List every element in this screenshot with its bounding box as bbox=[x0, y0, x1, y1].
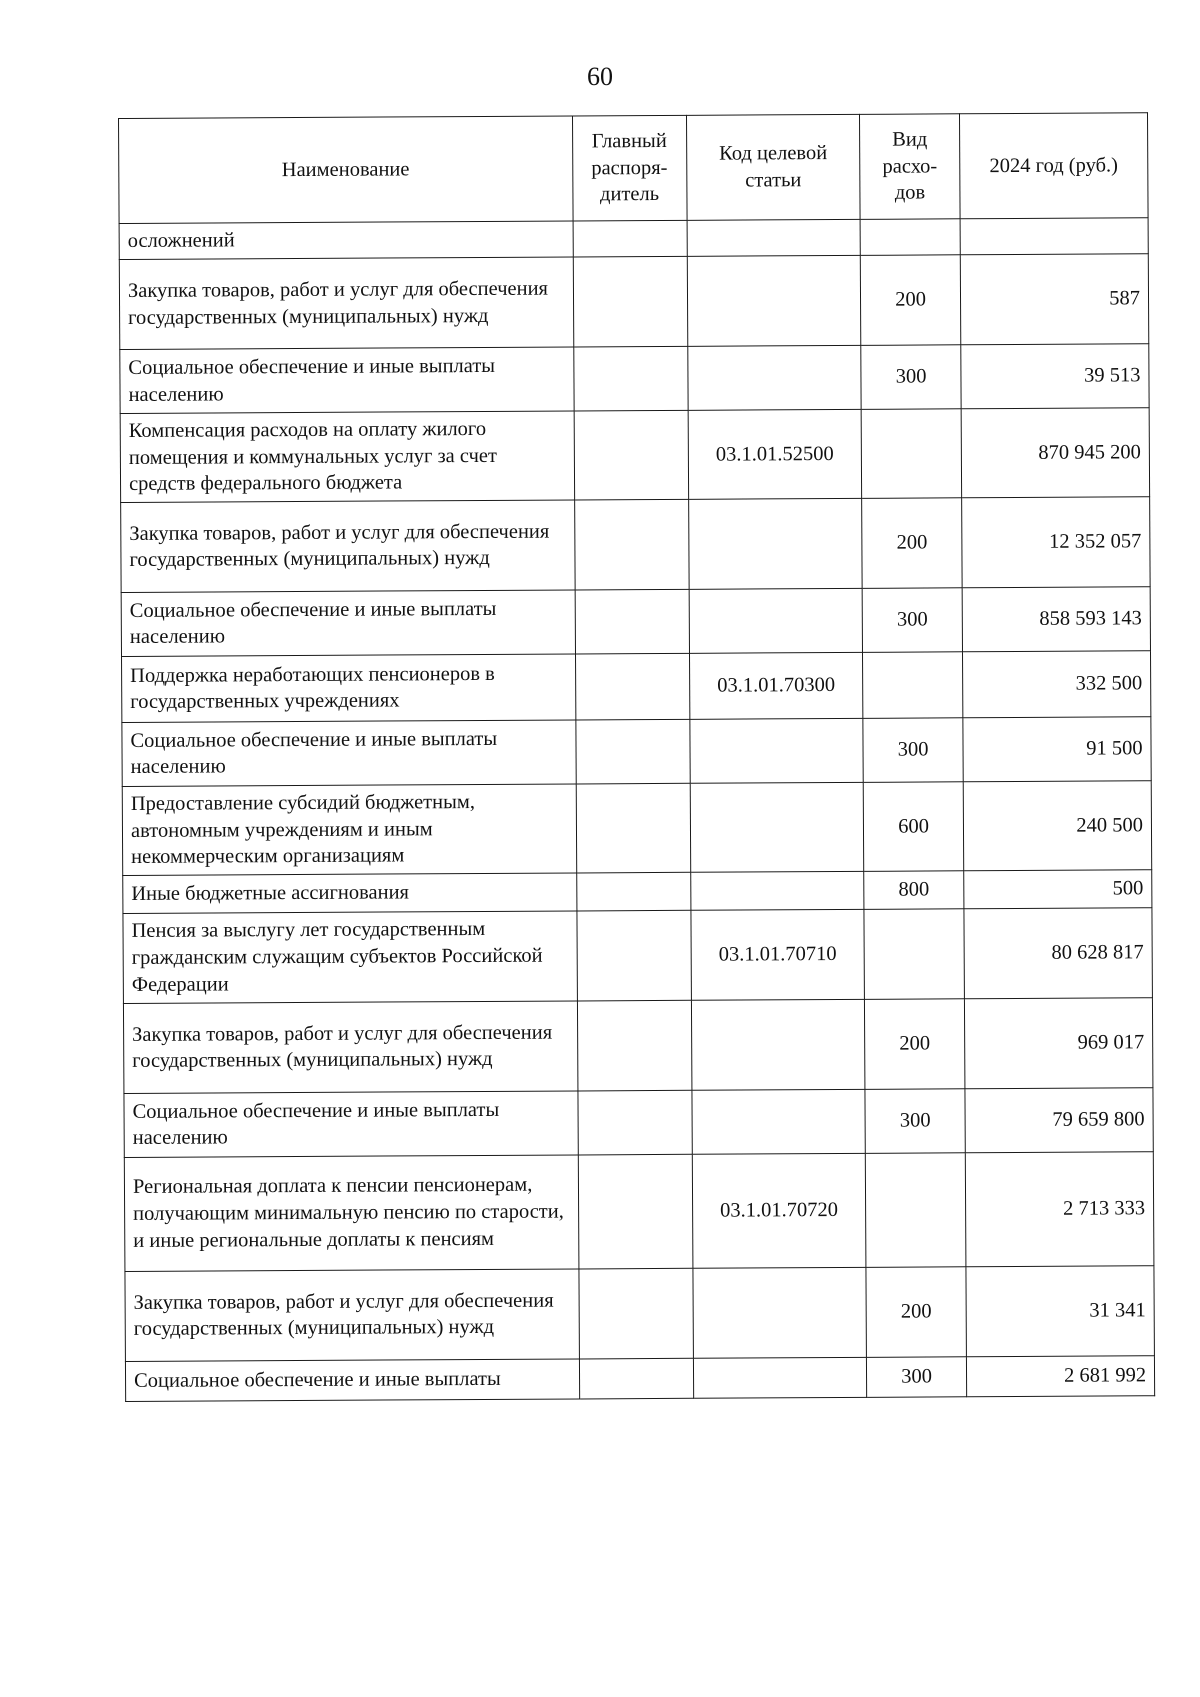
row-name-cell: Социальное обеспечение и иные выплаты населению bbox=[121, 590, 575, 657]
row-manager-cell bbox=[575, 589, 689, 654]
row-name-cell: Закупка товаров, работ и услуг для обеспечения государственных (муниципальных) нужд bbox=[121, 500, 575, 593]
row-vid-cell: 200 bbox=[865, 999, 965, 1090]
table-row bbox=[125, 1356, 1154, 1402]
table-body bbox=[119, 218, 1155, 1402]
row-manager-cell bbox=[573, 346, 687, 411]
row-amount-cell: 31 341 bbox=[966, 1266, 1155, 1357]
header-vid: Вид расхо-дов bbox=[860, 114, 960, 220]
table-row bbox=[123, 998, 1152, 1094]
row-amount-cell: 2 681 992 bbox=[966, 1356, 1154, 1397]
row-vid-cell: 200 bbox=[866, 1267, 966, 1358]
row-amount-cell: 2 713 333 bbox=[965, 1152, 1154, 1267]
header-year: 2024 год (руб.) bbox=[959, 113, 1148, 219]
row-amount-cell: 969 017 bbox=[964, 998, 1153, 1089]
row-name-cell: Социальное обеспечение и иные выплаты населению bbox=[124, 1091, 578, 1158]
row-vid-cell: 600 bbox=[864, 782, 964, 871]
row-manager-cell bbox=[577, 910, 691, 1001]
row-code-cell bbox=[693, 1357, 867, 1398]
row-manager-cell bbox=[579, 1268, 693, 1359]
row-code-cell bbox=[693, 1267, 867, 1358]
row-amount-cell: 500 bbox=[964, 870, 1152, 909]
page-number: 60 bbox=[587, 62, 613, 91]
table-row bbox=[123, 908, 1152, 1004]
row-name-cell: Предоставление субсидий бюджетным, автономным учреждениям и иным некоммерческим организациям bbox=[122, 784, 576, 875]
row-amount-cell: 240 500 bbox=[963, 781, 1152, 871]
header-name: Наименование bbox=[119, 116, 573, 224]
row-vid-cell bbox=[861, 409, 961, 498]
row-code-cell bbox=[691, 999, 865, 1090]
row-amount-cell: 332 500 bbox=[962, 651, 1150, 718]
row-code-cell bbox=[692, 1089, 866, 1154]
row-vid-cell bbox=[866, 1153, 966, 1268]
row-code-cell bbox=[687, 345, 861, 410]
row-manager-cell bbox=[576, 783, 690, 873]
row-vid-cell: 300 bbox=[862, 588, 962, 653]
row-code-cell: 03.1.01.70710 bbox=[691, 909, 865, 1000]
table-header-row bbox=[119, 113, 1149, 224]
row-manager-cell bbox=[579, 1358, 693, 1399]
row-manager-cell bbox=[578, 1154, 693, 1269]
table-row bbox=[119, 218, 1148, 260]
row-code-cell bbox=[687, 255, 861, 346]
row-code-cell bbox=[689, 588, 863, 653]
row-vid-cell: 300 bbox=[863, 718, 963, 783]
table-row bbox=[125, 1266, 1154, 1362]
row-code-cell: 03.1.01.70300 bbox=[689, 652, 863, 719]
row-code-cell bbox=[689, 718, 863, 783]
row-name-cell: Социальное обеспечение и иные выплаты bbox=[125, 1359, 579, 1402]
row-vid-cell: 300 bbox=[865, 1089, 965, 1154]
row-name-cell: Компенсация расходов на оплату жилого помещения и коммунальных услуг за счет средств федерального бюджета bbox=[120, 411, 574, 502]
row-vid-cell: 300 bbox=[861, 345, 961, 410]
table-row bbox=[122, 651, 1151, 723]
row-amount-cell: 12 352 057 bbox=[962, 497, 1151, 588]
row-vid-cell bbox=[863, 652, 963, 719]
row-name-cell: Иные бюджетные ассигнования bbox=[123, 873, 577, 914]
row-amount-cell: 587 bbox=[960, 254, 1149, 345]
table-row bbox=[119, 254, 1148, 350]
row-amount-cell: 858 593 143 bbox=[962, 587, 1150, 652]
row-manager-cell bbox=[576, 872, 690, 911]
row-manager-cell bbox=[574, 499, 688, 590]
table-row bbox=[123, 870, 1152, 914]
row-vid-cell bbox=[860, 219, 960, 256]
row-manager-cell bbox=[574, 410, 688, 500]
budget-table bbox=[118, 112, 1155, 1402]
table-row bbox=[122, 781, 1151, 876]
row-code-cell bbox=[687, 219, 861, 256]
table-row bbox=[124, 1088, 1153, 1158]
row-manager-cell bbox=[578, 1090, 692, 1155]
row-amount-cell: 79 659 800 bbox=[965, 1088, 1153, 1153]
header-code: Код целевой статьи bbox=[686, 114, 860, 220]
row-code-cell: 03.1.01.70720 bbox=[692, 1153, 866, 1268]
table-row bbox=[121, 587, 1150, 657]
table-row bbox=[120, 344, 1149, 414]
row-vid-cell bbox=[864, 909, 964, 1000]
row-manager-cell bbox=[576, 719, 690, 784]
row-code-cell bbox=[688, 498, 862, 589]
row-name-cell: Социальное обеспечение и иные выплаты населению bbox=[120, 347, 574, 414]
row-code-cell bbox=[690, 782, 864, 872]
row-manager-cell bbox=[573, 220, 687, 257]
row-code-cell bbox=[690, 871, 864, 910]
row-name-cell: Закупка товаров, работ и услуг для обеспечения государственных (муниципальных) нужд bbox=[123, 1001, 577, 1094]
row-manager-cell bbox=[573, 256, 687, 347]
row-name-cell: Социальное обеспечение и иные выплаты населению bbox=[122, 720, 576, 787]
row-amount-cell: 39 513 bbox=[961, 344, 1149, 409]
table-row bbox=[121, 497, 1150, 593]
row-name-cell: Региональная доплата к пенсии пенсионерам, получающим минимальную пенсию по старости, и иные региональные доплаты к пенсиям bbox=[124, 1155, 578, 1272]
row-vid-cell: 200 bbox=[862, 498, 962, 589]
row-amount-cell: 91 500 bbox=[963, 717, 1151, 782]
row-amount-cell: 870 945 200 bbox=[961, 408, 1150, 498]
row-vid-cell: 800 bbox=[864, 871, 964, 910]
row-name-cell: Пенсия за выслугу лет государственным гражданским служащим субъектов Российской Федерации bbox=[123, 911, 577, 1004]
table-row bbox=[124, 1152, 1154, 1272]
row-vid-cell: 200 bbox=[861, 255, 961, 346]
header-manager: Главный распоря-дитель bbox=[572, 115, 687, 221]
table-row bbox=[122, 717, 1151, 787]
row-name-cell: Закупка товаров, работ и услуг для обеспечения государственных (муниципальных) нужд bbox=[125, 1269, 579, 1362]
row-code-cell: 03.1.01.52500 bbox=[688, 409, 862, 499]
row-vid-cell: 300 bbox=[867, 1357, 967, 1398]
row-manager-cell bbox=[575, 653, 689, 720]
table-row bbox=[120, 408, 1149, 503]
row-name-cell: Закупка товаров, работ и услуг для обеспечения государственных (муниципальных) нужд bbox=[119, 257, 573, 350]
row-name-cell: Поддержка неработающих пенсионеров в государственных учреждениях bbox=[122, 654, 576, 723]
row-amount-cell bbox=[960, 218, 1148, 255]
row-amount-cell: 80 628 817 bbox=[964, 908, 1153, 999]
row-manager-cell bbox=[577, 1000, 691, 1091]
row-name-cell: осложнений bbox=[119, 221, 573, 260]
